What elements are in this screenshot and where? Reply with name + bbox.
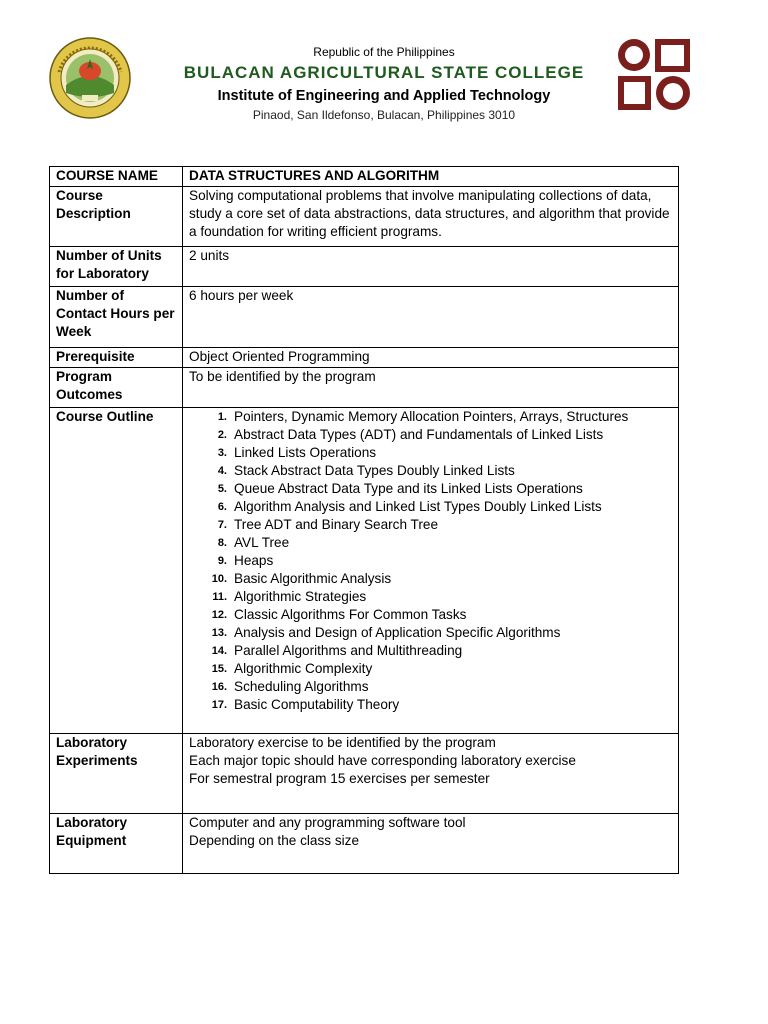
outline-item — [189, 678, 672, 696]
institute-logo — [617, 38, 691, 111]
outline-item — [189, 426, 672, 444]
row-contact-hours — [50, 287, 679, 348]
row-lab-equipment — [50, 814, 679, 874]
outline-item — [189, 606, 672, 624]
outline-item-number: 7. — [217, 519, 227, 531]
prereq-label: Prerequisite — [50, 348, 183, 368]
lab-equip-line: Computer and any programming software tool — [189, 815, 466, 830]
units-value: 2 units — [183, 247, 679, 287]
outline-item-text: AVL Tree — [234, 535, 290, 550]
outline-item — [189, 660, 672, 678]
hours-label: Number of Contact Hours per Week — [50, 287, 183, 348]
outline-item-number: 13. — [211, 627, 227, 639]
row-units — [50, 247, 679, 287]
outline-item-number: 8. — [217, 537, 227, 549]
units-label: Number of Units for Laboratory — [50, 247, 183, 287]
course-name-label: COURSE NAME — [50, 167, 183, 187]
college-name: BULACAN AGRICULTURAL STATE COLLEGE — [183, 63, 585, 82]
lab-exp-line: Each major topic should have corresponding laboratory exercise — [189, 753, 576, 768]
outline-item-text: Parallel Algorithms and Multithreading — [234, 643, 463, 658]
outline-item — [189, 588, 672, 606]
outline-item — [189, 498, 672, 516]
row-lab-experiments — [50, 734, 679, 814]
outline-item-number: 4. — [217, 465, 227, 477]
outline-item — [189, 642, 672, 660]
outline-item — [189, 444, 672, 462]
outline-item — [189, 570, 672, 588]
outline-item-text: Tree ADT and Binary Search Tree — [234, 517, 439, 532]
outline-item-text: Basic Algorithmic Analysis — [234, 571, 392, 586]
lab-exp-line: For semestral program 15 exercises per semester — [189, 771, 490, 786]
prereq-value: Object Oriented Programming — [183, 348, 679, 368]
outline-item — [189, 516, 672, 534]
lab-equip-value — [183, 814, 679, 874]
outline-item-number: 5. — [217, 483, 227, 495]
outline-item-text: Algorithm Analysis and Linked List Types Doubly Linked Lists — [234, 499, 602, 514]
outcomes-label: Program Outcomes — [50, 368, 183, 408]
course-syllabus-table — [49, 166, 679, 874]
outline-item-text: Stack Abstract Data Types Doubly Linked Lists — [234, 463, 515, 478]
outline-item-text: Classic Algorithms For Common Tasks — [234, 607, 467, 622]
course-name-value: DATA STRUCTURES AND ALGORITHM — [183, 167, 679, 187]
outline-item-text: Linked Lists Operations — [234, 445, 377, 460]
outline-item — [189, 696, 672, 714]
outline-value — [183, 408, 679, 734]
row-course-outline — [50, 408, 679, 734]
description-label: Course Description — [50, 187, 183, 247]
outline-item — [189, 552, 672, 570]
outline-item-text: Abstract Data Types (ADT) and Fundamentals of Linked Lists — [234, 427, 604, 442]
outline-item-text: Algorithmic Complexity — [234, 661, 373, 676]
outline-item-number: 16. — [211, 681, 227, 693]
outline-item-text: Pointers, Dynamic Memory Allocation Pointers, Arrays, Structures — [234, 409, 629, 424]
outline-item-text: Queue Abstract Data Type and its Linked Lists Operations — [234, 481, 583, 496]
outline-item-number: 2. — [217, 429, 227, 441]
outline-item-number: 10. — [211, 573, 227, 585]
outline-item — [189, 462, 672, 480]
lab-exp-label: Laboratory Experiments — [50, 734, 183, 814]
lab-equip-line: Depending on the class size — [189, 833, 360, 848]
institute-name: Institute of Engineering and Applied Technology — [217, 88, 551, 104]
outcomes-value: To be identified by the program — [183, 368, 679, 408]
outline-item-text: Algorithmic Strategies — [234, 589, 367, 604]
lab-exp-line: Laboratory exercise to be identified by the program — [189, 735, 496, 750]
outline-item — [189, 480, 672, 498]
outline-item-text: Scheduling Algorithms — [234, 679, 369, 694]
row-description — [50, 187, 679, 247]
outline-label: Course Outline — [50, 408, 183, 734]
outline-item-text: Basic Computability Theory — [234, 697, 400, 712]
college-seal-logo — [49, 37, 131, 119]
hours-value: 6 hours per week — [183, 287, 679, 348]
outline-item — [189, 534, 672, 552]
row-program-outcomes — [50, 368, 679, 408]
outline-item-number: 9. — [217, 555, 227, 567]
republic-line: Republic of the Philippines — [313, 45, 455, 59]
outline-item-text: Heaps — [234, 553, 274, 568]
course-outline-list — [189, 408, 672, 714]
row-course-name — [50, 167, 679, 187]
outline-item-number: 3. — [217, 447, 227, 459]
outline-item — [189, 408, 672, 426]
outline-item-number: 14. — [211, 645, 227, 657]
lab-exp-value — [183, 734, 679, 814]
outline-item-number: 11. — [212, 591, 227, 603]
lab-equip-label: Laboratory Equipment — [50, 814, 183, 874]
outline-item — [189, 624, 672, 642]
outline-item-number: 12. — [211, 609, 227, 621]
document-header — [0, 0, 768, 140]
outline-item-number: 6. — [217, 501, 227, 513]
outline-item-text: Analysis and Design of Application Specific Algorithms — [234, 625, 561, 640]
outline-item-number: 15. — [211, 663, 227, 675]
outline-item-number: 17. — [211, 699, 227, 711]
row-prerequisite — [50, 348, 679, 368]
description-value: Solving computational problems that involve manipulating collections of data, study a core set of data abstractions, data structures, and algorithm that provide a foundation for writing efficient programs. — [183, 187, 679, 247]
address-line: Pinaod, San Ildefonso, Bulacan, Philippines 3010 — [252, 108, 516, 122]
outline-item-number: 1. — [217, 411, 227, 423]
